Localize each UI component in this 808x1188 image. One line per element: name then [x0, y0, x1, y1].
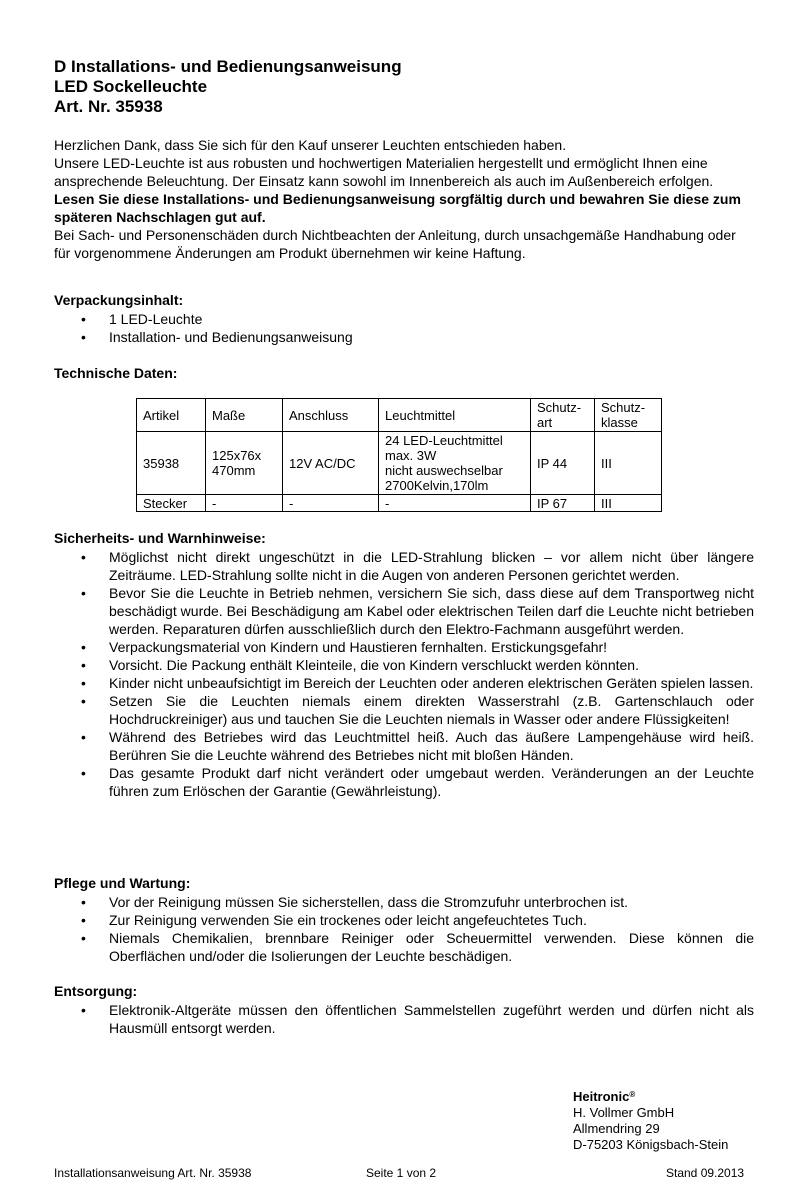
- header-schutzklasse: Schutz-klasse: [595, 399, 662, 432]
- safety-item: • Während des Betriebes wird das Leuchtmittel heiß. Auch das äußere Lampengehäuse wird heiß. Berühren Sie die Leuchte während des Betriebes nicht mit bloßen Händen.: [54, 728, 754, 764]
- tech-data-table: [136, 398, 662, 512]
- cell-masse: 125x76x 470mm: [206, 432, 283, 495]
- care-item: • Zur Reinigung verwenden Sie ein trockenes oder leicht angefeuchtetes Tuch.: [54, 911, 754, 929]
- intro-paragraph-1: Herzlichen Dank, dass Sie sich für den Kauf unserer Leuchten entschieden haben.: [54, 137, 567, 153]
- safety-heading: Sicherheits- und Warnhinweise:: [54, 530, 266, 546]
- title-line-2: LED Sockelleuchte: [54, 77, 208, 96]
- cell-schutzart: IP 67: [531, 495, 595, 512]
- packaging-heading: Verpackungsinhalt:: [54, 292, 184, 308]
- care-list: [54, 893, 754, 965]
- cell-artikel: 35938: [137, 432, 206, 495]
- packaging-item: • Installation- und Bedienungsanweisung: [54, 328, 754, 346]
- disposal-item: • Elektronik-Altgeräte müssen den öffentlichen Sammelstellen zugeführt werden und dürfen nicht als Hausmüll entsorgt werden.: [54, 1001, 754, 1037]
- footer-page-number: Seite 1 von 2: [366, 1166, 437, 1180]
- company-street: Allmendring 29: [573, 1121, 660, 1136]
- cell-leuchtmittel: [379, 432, 531, 495]
- intro-paragraph-liability: Bei Sach- und Personenschäden durch Nichtbeachten der Anleitung, durch unsachgemäße Handhabung oder für vorgenommene Änderungen am Produkt übernehmen wir keine Haftung.: [54, 227, 736, 261]
- cell-anschluss: -: [283, 495, 379, 512]
- registered-mark: ®: [629, 1090, 636, 1099]
- footer-date: Stand 09.2013: [666, 1166, 745, 1180]
- company-address: [573, 1089, 728, 1153]
- cell-leuchtmittel: -: [379, 495, 531, 512]
- table-header-row: [137, 399, 662, 432]
- header-schutzart: Schutz-art: [531, 399, 595, 432]
- cell-schutzart: IP 44: [531, 432, 595, 495]
- footer-left: Installationsanweisung Art. Nr. 35938: [54, 1166, 252, 1180]
- title-line-3: Art. Nr. 35938: [54, 97, 163, 116]
- table-row: [137, 495, 662, 512]
- care-item: • Vor der Reinigung müssen Sie sicherstellen, dass die Stromzufuhr unterbrochen ist.: [54, 893, 754, 911]
- packaging-item: • 1 LED-Leuchte: [54, 310, 754, 328]
- document-title: [54, 57, 402, 117]
- intro-paragraph-bold: Lesen Sie diese Installations- und Bedienungsanweisung sorgfältig durch und bewahren Sie diese zum späteren Nachschlagen gut auf.: [54, 191, 741, 225]
- tech-heading: Technische Daten:: [54, 365, 178, 381]
- cell-anschluss: 12V AC/DC: [283, 432, 379, 495]
- title-line-1: D Installations- und Bedienungsanweisung: [54, 57, 402, 76]
- leuchtmittel-line: nicht auswechselbar: [385, 463, 503, 478]
- packaging-list: [54, 310, 754, 346]
- leuchtmittel-line: 2700Kelvin,170lm: [385, 478, 489, 493]
- leuchtmittel-line: max. 3W: [385, 448, 437, 463]
- safety-item: • Möglichst nicht direkt ungeschützt in die LED-Strahlung blicken – vor allem nicht über längere Zeiträume. LED-Strahlung sollte nicht in die Augen von anderen Personen gerichtet werden.: [54, 548, 754, 584]
- intro-section: [54, 136, 754, 262]
- company-brand-line: [573, 1089, 728, 1105]
- company-name: H. Vollmer GmbH: [573, 1105, 675, 1120]
- disposal-heading: Entsorgung:: [54, 983, 138, 999]
- cell-artikel: Stecker: [137, 495, 206, 512]
- company-brand: Heitronic: [573, 1089, 630, 1104]
- cell-masse: -: [206, 495, 283, 512]
- safety-item: • Bevor Sie die Leuchte in Betrieb nehmen, versichern Sie sich, dass diese auf dem Transportweg nicht beschädigt wurde. Bei Beschädigung am Kabel oder elektrischen Teilen darf die Leuchte nicht betrieben werden. Reparaturen dürfen ausschließlich durch den Elektro-Fachmann ausgeführt werden.: [54, 584, 754, 638]
- safety-item: • Verpackungsmaterial von Kindern und Haustieren fernhalten. Erstickungsgefahr!: [54, 638, 754, 656]
- header-masse: Maße: [206, 399, 283, 432]
- intro-paragraph-2: Unsere LED-Leuchte ist aus robusten und hochwertigen Materialien hergestellt und ermöglicht Ihnen eine ansprechende Beleuchtung. Der Einsatz kann sowohl im Innenbereich als auch im Außenbereich erfolgen.: [54, 155, 714, 189]
- header-artikel: Artikel: [137, 399, 206, 432]
- safety-item: • Setzen Sie die Leuchten niemals einem direkten Wasserstrahl (z.B. Gartenschlauch oder Hochdruckreiniger) aus und tauchen Sie die Leuchten niemals in Wasser oder andere Flüssigkeiten!: [54, 692, 754, 728]
- care-item: • Niemals Chemikalien, brennbare Reiniger oder Scheuermittel verwenden. Diese können die Oberflächen und/oder die Isolierungen der Leuchte beschädigen.: [54, 929, 754, 965]
- company-city: D-75203 Königsbach-Stein: [573, 1137, 729, 1152]
- safety-list: [54, 548, 754, 800]
- header-anschluss: Anschluss: [283, 399, 379, 432]
- cell-schutzklasse: III: [595, 495, 662, 512]
- safety-item: • Kinder nicht unbeaufsichtigt im Bereich der Leuchten oder anderen elektrischen Geräten spielen lassen.: [54, 674, 754, 692]
- table-row: [137, 432, 662, 495]
- safety-item: • Vorsicht. Die Packung enthält Kleinteile, die von Kindern verschluckt werden könnten.: [54, 656, 754, 674]
- leuchtmittel-line: 24 LED-Leuchtmittel: [385, 433, 503, 448]
- disposal-list: [54, 1001, 754, 1037]
- cell-schutzklasse: III: [595, 432, 662, 495]
- header-leuchtmittel: Leuchtmittel: [379, 399, 531, 432]
- safety-item: • Das gesamte Produkt darf nicht verändert oder umgebaut werden. Veränderungen an der Leuchte führen zum Erlöschen der Garantie (Gewährleistung).: [54, 764, 754, 800]
- care-heading: Pflege und Wartung:: [54, 875, 191, 891]
